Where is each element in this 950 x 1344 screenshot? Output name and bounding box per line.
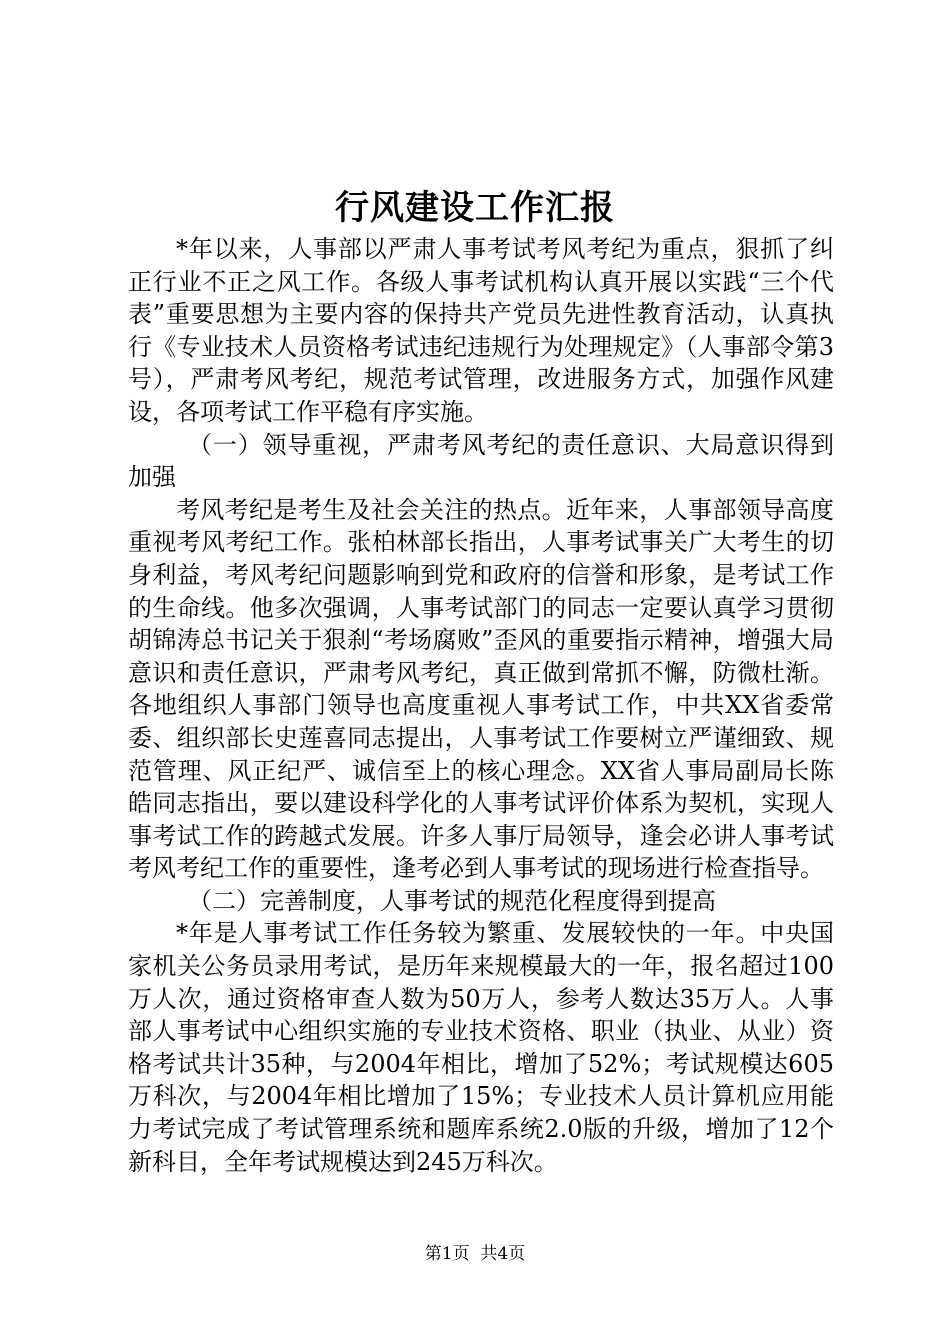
section-heading-1: （一）领导重视，严肃考风考纪的责任意识、大局意识得到加强 — [128, 430, 834, 492]
section-heading-2: （二）完善制度，人事考试的规范化程度得到提高 — [188, 886, 716, 915]
paragraph-section-1: 考风考纪是考生及社会关注的热点。近年来，人事部领导高度重视考风考纪工作。张柏林部长指出，人事考试事关广大考生的切身利益，考风考纪问题影响到党和政府的信誉和形象，是考试工作的生命线。他多次强调，人事考试部门的同志一定要认真学习贯彻胡锦涛总书记关于狠刹“考场腐败”歪风的重要指示精神，增强大局意识和责任意识，严肃考风考纪，真正做到常抓不懈，防微杜渐。各地组织人事部门领导也高度重视人事考试工作，中共XX省委常委、组织部长史莲喜同志提出，人事考试工作要树立严谨细致、规范管理、风正纪严、诚信至上的核心理念。XX省人事局副局长陈皓同志指出，要以建设科学化的人事考试评价体系为契机，实现人事考试工作的跨越式发展。许多人事厅局领导，逢会必讲人事考试考风考纪工作的重要性，逢考必到人事考试的现场进行检查指导。 — [128, 495, 834, 883]
document-title: 行风建设工作汇报 — [335, 188, 615, 228]
page-number-footer: 第1页 共4页 — [424, 1244, 526, 1264]
paragraph-intro: *年以来，人事部以严肃人事考试考风考纪为重点，狠抓了纠正行业不正之风工作。各级人事考试机构认真开展以实践“三个代表”重要思想为主要内容的保持共产党员先进性教育活动，认真执行《专业技术人员资格考试违纪违规行为处理规定》（人事部令第3号），严肃考风考纪，规范考试管理，改进服务方式，加强作风建设，各项考试工作平稳有序实施。 — [128, 235, 834, 426]
document-body — [128, 233, 834, 1178]
paragraph-section-2: *年是人事考试工作任务较为繁重、发展较快的一年。中央国家机关公务员录用考试，是历年来规模最大的一年，报名超过100万人次，通过资格审查人数为50万人，参考人数达35万人。人事部人事考试中心组织实施的专业技术资格、职业（执业、从业）资格考试共计35种，与2004年相比，增加了52%；考试规模达605万科次，与2004年相比增加了15%；专业技术人员计算机应用能力考试完成了考试管理系统和题库系统2.0版的升级，增加了12个新科目，全年考试规模达到245万科次。 — [128, 919, 834, 1176]
